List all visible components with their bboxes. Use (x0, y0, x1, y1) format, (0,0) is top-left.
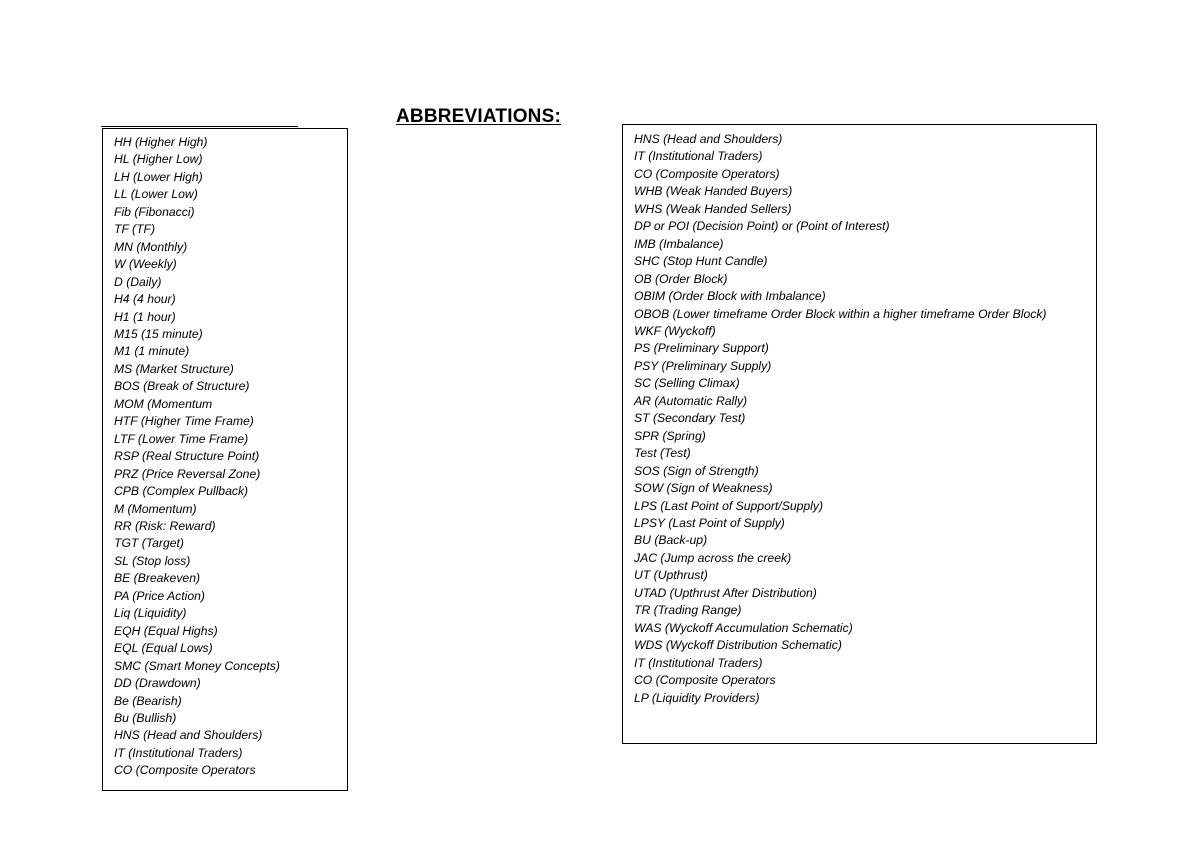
abbreviation-item: TR (Trading Range) (634, 603, 742, 618)
abbreviation-item: WDS (Wyckoff Distribution Schematic) (634, 638, 842, 653)
abbreviation-item: SL (Stop loss) (114, 553, 191, 568)
abbreviation-item: CO (Composite Operators (114, 763, 256, 778)
abbreviation-item: UTAD (Upthrust After Distribution) (634, 585, 817, 600)
right-abbreviations-list (634, 131, 1046, 707)
abbreviation-item: SMC (Smart Money Concepts) (114, 658, 280, 673)
abbreviation-item: LH (Lower High) (114, 169, 203, 184)
abbreviation-item: Fib (Fibonacci) (114, 204, 195, 219)
abbreviation-item: BOS (Break of Structure) (114, 379, 250, 394)
abbreviation-item: SOW (Sign of Weakness) (634, 481, 773, 496)
abbreviation-item: PS (Preliminary Support) (634, 341, 769, 356)
abbreviation-item: CO (Composite Operators (634, 673, 776, 688)
abbreviation-item: MS (Market Structure) (114, 361, 234, 376)
abbreviation-item: SC (Selling Climax) (634, 376, 740, 391)
abbreviation-item: DP or POI (Decision Point) or (Point of Interest) (634, 219, 890, 234)
abbreviation-item: MOM (Momentum (114, 396, 213, 411)
abbreviation-item: TGT (Target) (114, 536, 184, 551)
abbreviation-item: IT (Institutional Traders) (634, 655, 763, 670)
abbreviation-item: IT (Institutional Traders) (114, 745, 243, 760)
abbreviation-item: MN (Monthly) (114, 239, 188, 254)
left-abbreviations-box (102, 128, 348, 791)
abbreviation-item: PA (Price Action) (114, 588, 205, 603)
abbreviation-item: HL (Higher Low) (114, 152, 203, 167)
abbreviation-item: M15 (15 minute) (114, 326, 203, 341)
abbreviation-item: EQH (Equal Highs) (114, 623, 218, 638)
abbreviation-item: BE (Breakeven) (114, 571, 201, 586)
abbreviation-item: HNS (Head and Shoulders) (634, 132, 783, 146)
abbreviation-item: HTF (Higher Time Frame) (114, 414, 254, 429)
abbreviation-item: CPB (Complex Pullback) (114, 484, 249, 499)
abbreviation-item: LP (Liquidity Providers) (634, 690, 760, 705)
abbreviation-item: EQL (Equal Lows) (114, 641, 213, 656)
abbreviation-item: WHB (Weak Handed Buyers) (634, 184, 793, 199)
abbreviation-item: IMB (Imbalance) (634, 236, 724, 251)
abbreviation-item: JAC (Jump across the creek) (634, 550, 792, 565)
page-title: ABBREVIATIONS: (396, 106, 562, 127)
abbreviation-item: AR (Automatic Rally) (634, 393, 748, 408)
abbreviation-item: OBOB (Lower timeframe Order Block within a higher timeframe Order Block) (634, 306, 1047, 321)
abbreviation-item: DD (Drawdown) (114, 676, 201, 691)
abbreviation-item: HNS (Head and Shoulders) (114, 728, 263, 743)
abbreviation-item: M1 (1 minute) (114, 344, 190, 359)
abbreviation-item: Bu (Bullish) (114, 710, 177, 725)
abbreviation-item: W (Weekly) (114, 257, 177, 272)
abbreviation-item: BU (Back-up) (634, 533, 708, 548)
abbreviation-item: H1 (1 hour) (114, 309, 176, 324)
abbreviation-item: WAS (Wyckoff Accumulation Schematic) (634, 620, 853, 635)
right-abbreviations-box (622, 124, 1097, 744)
abbreviation-item: OBIM (Order Block with Imbalance) (634, 289, 826, 304)
abbreviation-item: OB (Order Block) (634, 271, 728, 286)
abbreviation-item: HH (Higher High) (114, 135, 208, 149)
abbreviation-item: RR (Risk: Reward) (114, 518, 216, 533)
abbreviation-item: Test (Test) (634, 446, 691, 461)
abbreviation-item: TF (TF) (114, 222, 156, 237)
abbreviation-item: SPR (Spring) (634, 428, 706, 443)
abbreviation-item: RSP (Real Structure Point) (114, 449, 260, 464)
abbreviation-item: SOS (Sign of Strength) (634, 463, 759, 478)
top-rule-line (101, 126, 298, 127)
abbreviation-item: LPSY (Last Point of Supply) (634, 515, 785, 530)
abbreviation-item: WKF (Wyckoff) (634, 323, 716, 338)
abbreviation-item: PRZ (Price Reversal Zone) (114, 466, 261, 481)
abbreviation-item: Liq (Liquidity) (114, 606, 187, 621)
abbreviation-item: SHC (Stop Hunt Candle) (634, 254, 768, 269)
abbreviation-item: UT (Upthrust) (634, 568, 708, 583)
abbreviation-item: Be (Bearish) (114, 693, 182, 708)
abbreviation-item: D (Daily) (114, 274, 162, 289)
abbreviation-item: WHS (Weak Handed Sellers) (634, 201, 792, 216)
abbreviation-item: ST (Secondary Test) (634, 411, 746, 426)
abbreviation-item: PSY (Preliminary Supply) (634, 358, 772, 373)
abbreviation-item: IT (Institutional Traders) (634, 149, 763, 164)
abbreviation-item: H4 (4 hour) (114, 292, 176, 307)
abbreviation-item: CO (Composite Operators) (634, 166, 780, 181)
abbreviation-item: LL (Lower Low) (114, 187, 198, 202)
left-abbreviations-list (114, 134, 280, 780)
abbreviation-item: LTF (Lower Time Frame) (114, 431, 249, 446)
abbreviation-item: LPS (Last Point of Support/Supply) (634, 498, 824, 513)
abbreviation-item: M (Momentum) (114, 501, 197, 516)
